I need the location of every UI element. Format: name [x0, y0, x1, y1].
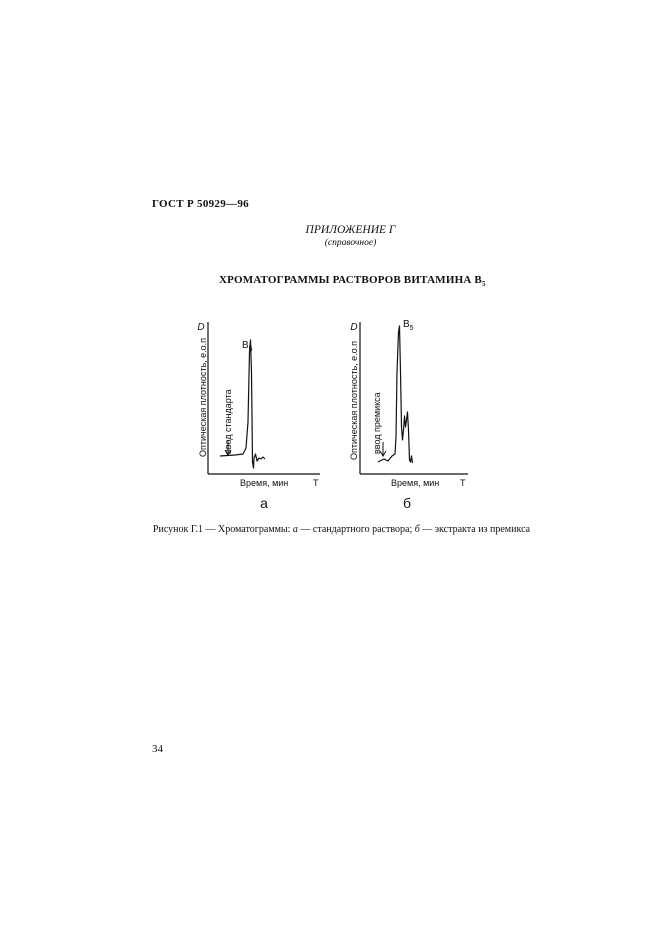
panel-b-y-axis-letter: D: [350, 322, 358, 333]
panel-a-y-axis-letter: D: [197, 322, 205, 333]
chromatogram-panel-b: [349, 319, 468, 511]
appendix-subtitle: (справочное): [324, 238, 377, 248]
panel-a-letter: а: [260, 495, 268, 511]
panel-a-peak-label: $B_5$: [242, 340, 253, 353]
panel-a-x-axis-letter: T: [313, 478, 319, 488]
section-title: [219, 274, 486, 288]
section-title-main: ХРОМАТОГРАММЫ РАСТВОРОВ ВИТАМИНА B: [219, 274, 482, 286]
figure-caption: [0, 523, 661, 536]
panel-b-y-axis-label: Оптическая плотность, е.о.п: [349, 340, 359, 460]
panel-a-x-axis-label: Время, мин: [240, 478, 289, 488]
caption-b-text: — экстракта из премикса: [419, 524, 531, 535]
caption-a-text: — стандартного раствора;: [297, 524, 415, 535]
chromatogram-figure: [190, 312, 480, 512]
panel-a-y-axis-label: Оптическая плотность, е.о.п: [198, 337, 208, 457]
appendix-title: ПРИЛОЖЕНИЕ Г: [305, 224, 396, 236]
panel-b-injection-label: ввод премикса: [372, 392, 382, 454]
panel-b-peak-label: $B_5$: [403, 319, 414, 332]
standard-code: ГОСТ Р 50929—96: [152, 198, 249, 210]
section-title-subscript: 5: [481, 280, 486, 289]
panel-b-x-axis-label: Время, мин: [391, 478, 440, 488]
caption-prefix: Рисунок Г.1 — Хроматограммы:: [152, 524, 293, 535]
caption-a-letter: а: [292, 524, 298, 535]
caption-b-letter: б: [414, 524, 420, 535]
panel-b-x-axis-letter: T: [460, 478, 466, 488]
page-number: 34: [152, 743, 163, 755]
panel-a-injection-label: ввод стандарта: [223, 389, 233, 454]
panel-b-letter: б: [402, 495, 412, 511]
chromatogram-panel-a: [197, 322, 320, 511]
